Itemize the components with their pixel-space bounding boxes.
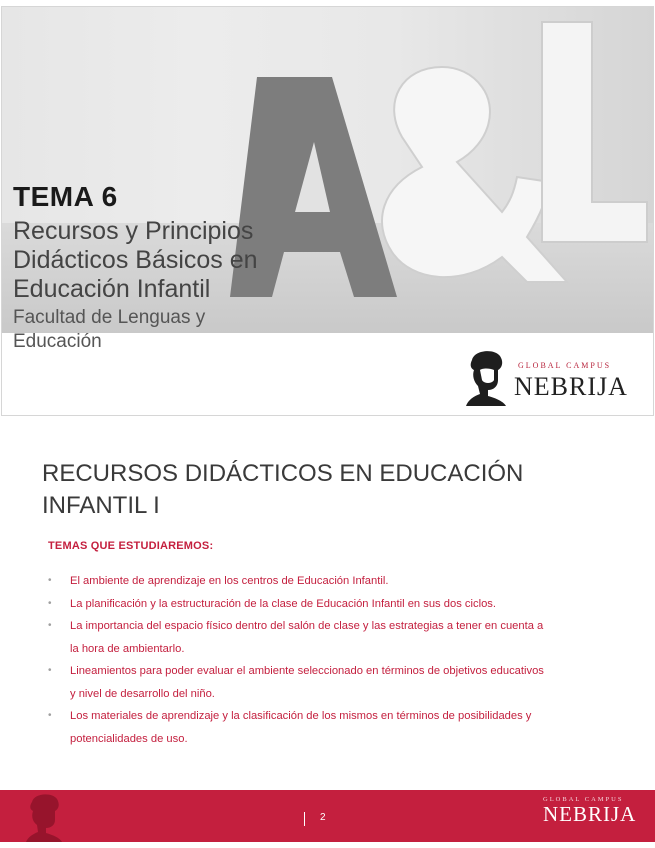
subtitle-line: Didácticos Básicos en: [13, 246, 258, 274]
topic-line: La planificación y la estructuración de la clase de Educación Infantil en sus dos ciclos.: [70, 597, 496, 610]
cover-page: [1, 6, 654, 416]
footer-logo: [543, 796, 636, 825]
bullet-icon: •: [48, 620, 52, 631]
page-title-line: RECURSOS DIDÁCTICOS EN EDUCACIÓN: [42, 460, 524, 487]
faculty-line: Facultad de Lenguas y: [13, 307, 206, 328]
page-footer: [0, 790, 655, 842]
list-item: [48, 570, 623, 593]
ampersand-shape: [382, 67, 567, 282]
footer-portrait-icon: [24, 790, 64, 842]
list-item: [48, 660, 623, 705]
cover-subtitle: [13, 217, 313, 304]
page-number: 2: [320, 812, 326, 823]
tema-label: TEMA 6: [13, 181, 118, 212]
logo-small-text: GLOBAL CAMPUS: [518, 361, 612, 370]
topic-line: La importancia del espacio físico dentro del salón de clase y las estrategias a tener en cuenta a: [70, 620, 544, 632]
bullet-icon: •: [48, 665, 52, 676]
page-title-line: INFANTIL I: [42, 492, 160, 519]
bullet-icon: •: [48, 710, 52, 721]
faculty-line: Educación: [13, 331, 102, 352]
section-subtitle: TEMAS QUE ESTUDIAREMOS:: [48, 540, 214, 552]
footer-separator: [304, 812, 305, 826]
topics-list: [48, 570, 623, 750]
topic-line: Los materiales de aprendizaje y la clasificación de los mismos en términos de posibilidades y: [70, 710, 532, 722]
footer-logo-big: NEBRIJA: [543, 802, 637, 826]
letter-l-shape: [542, 22, 647, 242]
subtitle-line: Educación Infantil: [13, 275, 211, 303]
footer-logo-small: GLOBAL CAMPUS: [543, 796, 624, 803]
logo-big-text: NEBRIJA: [514, 372, 628, 401]
cover-text: [13, 181, 313, 354]
bullet-icon: •: [48, 597, 52, 609]
portrait-icon: [464, 346, 508, 406]
page-title: [42, 458, 602, 522]
cover-faculty: [13, 306, 313, 354]
topic-line: la hora de ambientarlo.: [70, 642, 185, 655]
subtitle-line: Recursos y Principios: [13, 217, 254, 245]
topic-line: El ambiente de aprendizaje en los centros de Educación Infantil.: [70, 575, 389, 587]
list-item: [48, 705, 623, 750]
topic-line: Lineamientos para poder evaluar el ambiente seleccionado en términos de objetivos educativos: [70, 665, 544, 677]
topic-line: y nivel de desarrollo del niño.: [70, 687, 215, 700]
topic-line: potencialidades de uso.: [70, 732, 188, 745]
bullet-icon: •: [48, 575, 52, 586]
list-item: [48, 593, 623, 616]
list-item: [48, 615, 623, 660]
nebrija-logo: [464, 346, 634, 406]
